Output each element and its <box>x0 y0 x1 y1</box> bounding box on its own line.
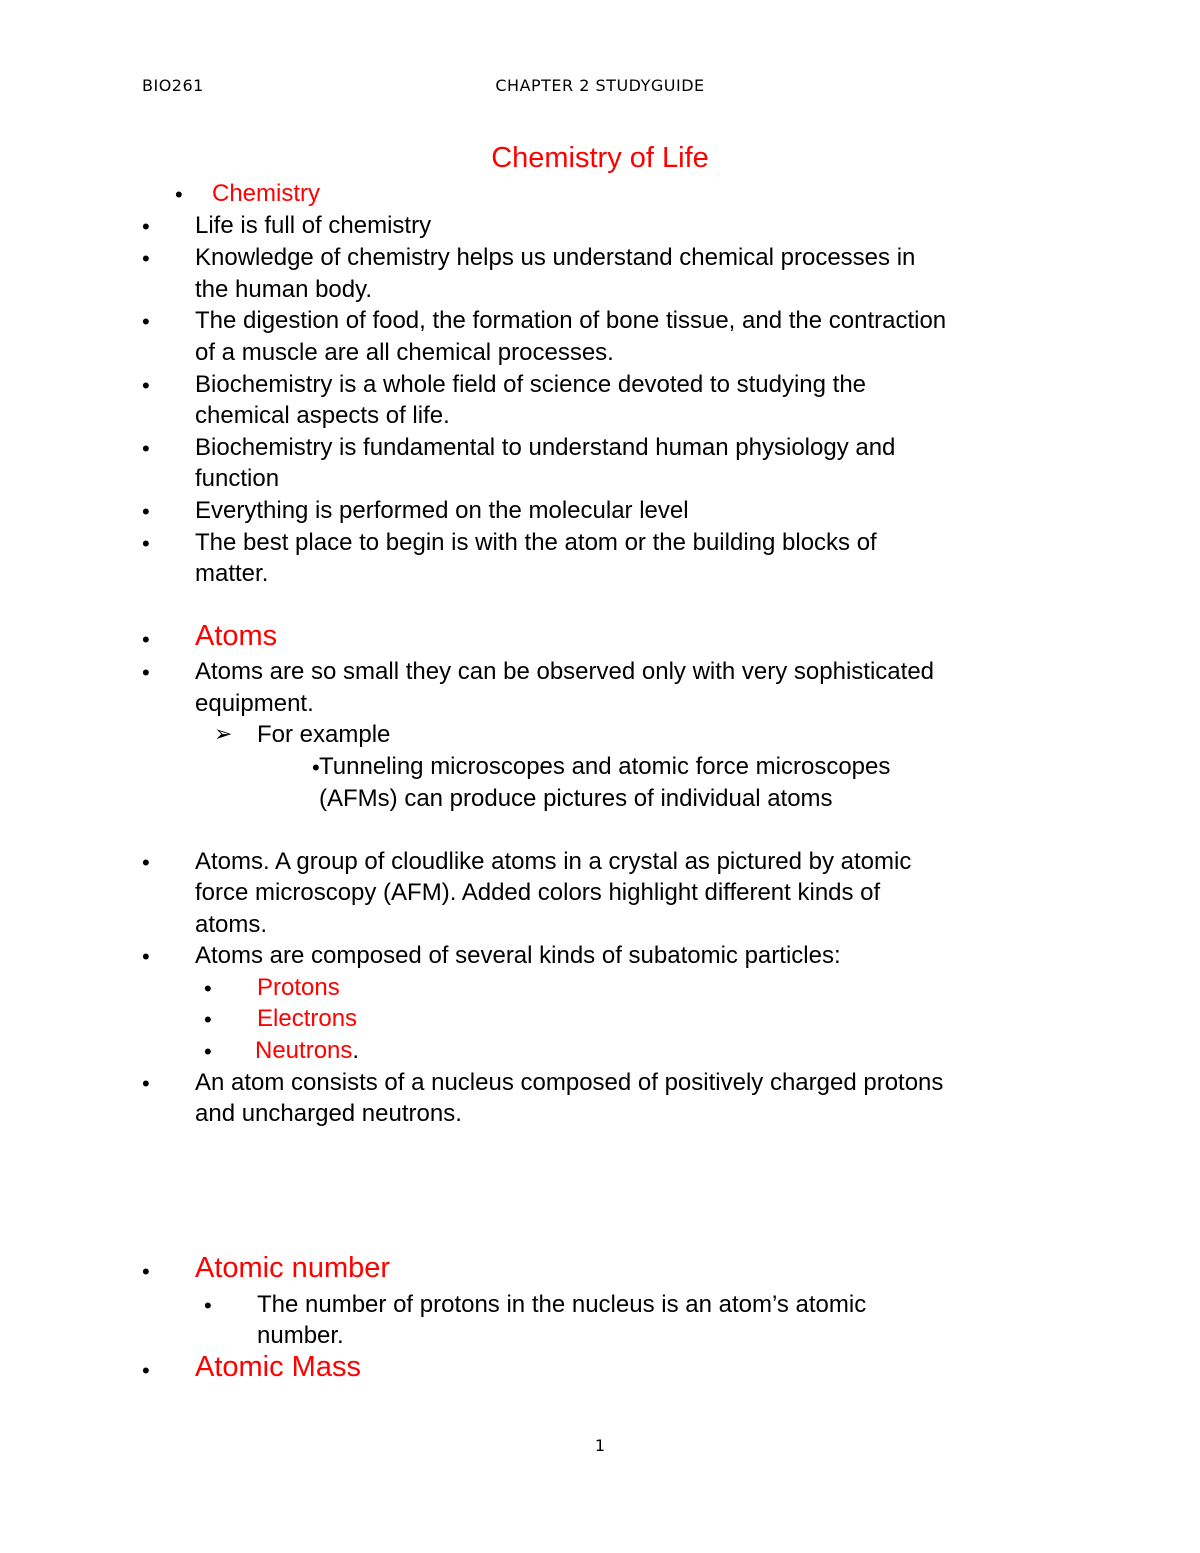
arrow-bullet-icon: ➢ <box>214 721 233 746</box>
atoms-heading: Atoms <box>195 620 278 652</box>
bullet: • <box>312 755 320 780</box>
list-item: Atoms. A group of cloudlike atoms in a crystal as pictured by atomic <box>195 848 912 875</box>
bullet: • <box>142 246 150 271</box>
list-item: Biochemistry is fundamental to understand human physiology and <box>195 434 896 461</box>
list-item-cont: force microscopy (AFM). Added colors highlight different kinds of <box>195 879 881 906</box>
bullet: • <box>142 373 150 398</box>
chemistry-heading: Chemistry <box>212 180 321 207</box>
sub-sub-item: Tunneling microscopes and atomic force microscopes <box>319 753 891 780</box>
bullet: • <box>142 309 150 334</box>
list-item-cont: atoms. <box>195 911 268 938</box>
header-course: BIO261 <box>142 76 204 95</box>
list-item: The digestion of food, the formation of bone tissue, and the contraction <box>195 307 947 334</box>
bullet: • <box>204 1007 212 1032</box>
bullet: • <box>142 214 150 239</box>
sub-item-cont: number. <box>257 1322 344 1349</box>
sub-item: The number of protons in the nucleus is an atom’s atomic <box>257 1291 867 1318</box>
bullet: • <box>142 850 150 875</box>
bullet: • <box>142 1259 150 1284</box>
bullet: • <box>142 944 150 969</box>
particle-neutrons: Neutrons <box>255 1037 353 1064</box>
list-item: Biochemistry is a whole field of science devoted to studying the <box>195 371 867 398</box>
bullet: • <box>142 531 150 556</box>
list-item: The best place to begin is with the atom or the building blocks of <box>195 529 877 556</box>
particle-electrons: Electrons <box>257 1005 358 1032</box>
sub-sub-item-cont: (AFMs) can produce pictures of individual atoms <box>319 785 833 812</box>
list-item: Atoms are so small they can be observed only with very sophisticated <box>195 658 935 685</box>
page-title: Chemistry of Life <box>491 142 709 174</box>
list-item-cont: function <box>195 465 280 492</box>
atomic-mass-heading: Atomic Mass <box>195 1351 361 1383</box>
bullet: • <box>142 1071 150 1096</box>
atomic-number-heading: Atomic number <box>195 1252 391 1284</box>
header-chapter: CHAPTER 2 STUDYGUIDE <box>495 76 705 95</box>
list-item: Everything is performed on the molecular level <box>195 497 689 524</box>
bullet: • <box>204 1293 212 1318</box>
bullet: • <box>142 1358 150 1383</box>
list-item-cont: equipment. <box>195 690 314 717</box>
particle-neutrons-line <box>255 1035 359 1067</box>
bullet: • <box>142 499 150 524</box>
period: . <box>352 1037 360 1064</box>
bullet: • <box>142 627 150 652</box>
list-item-cont: and uncharged neutrons. <box>195 1100 462 1127</box>
bullet: • <box>204 976 212 1001</box>
sub-item: For example <box>257 721 391 748</box>
bullet: • <box>142 660 150 685</box>
particle-protons: Protons <box>257 974 340 1001</box>
list-item: Life is full of chemistry <box>195 212 432 239</box>
list-item-cont: matter. <box>195 560 269 587</box>
bullet: • <box>175 182 183 207</box>
list-item: An atom consists of a nucleus composed of positively charged protons <box>195 1069 944 1096</box>
page-number: 1 <box>594 1436 606 1455</box>
bullet: • <box>142 436 150 461</box>
bullet: • <box>204 1039 212 1064</box>
list-item: Knowledge of chemistry helps us understand chemical processes in <box>195 244 916 271</box>
list-item: Atoms are composed of several kinds of subatomic particles: <box>195 942 841 969</box>
list-item-cont: of a muscle are all chemical processes. <box>195 339 614 366</box>
list-item-cont: the human body. <box>195 276 373 303</box>
list-item-cont: chemical aspects of life. <box>195 402 450 429</box>
